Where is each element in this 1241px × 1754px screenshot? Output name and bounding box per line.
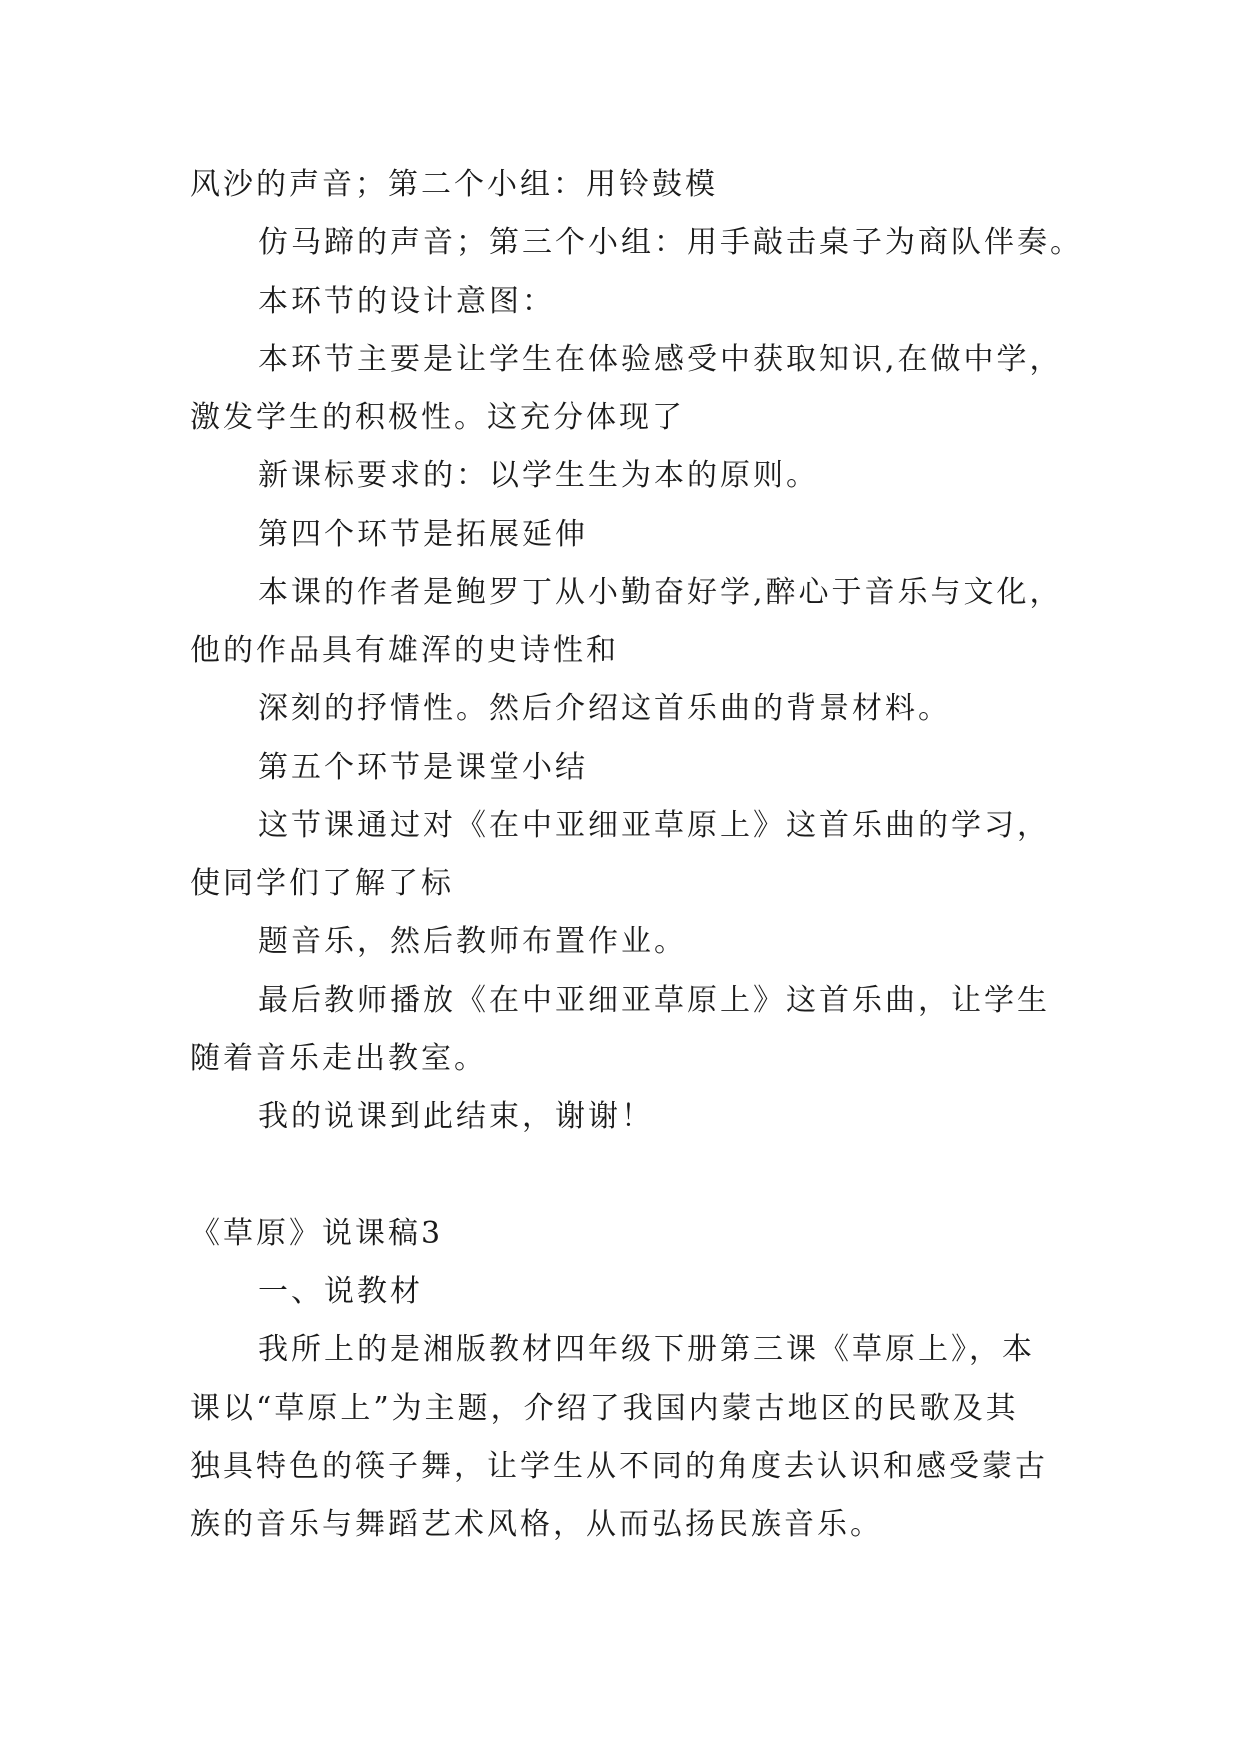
section-heading: 第五个环节是课堂小结 — [258, 750, 588, 785]
text-line: 仿马蹄的声音；第三个小组：用手敲击桌子为商队伴奏。 — [258, 225, 1083, 260]
text-line: 他的作品具有雄浑的史诗性和 — [190, 633, 619, 668]
text-line: 这节课通过对《在中亚细亚草原上》这首乐曲的学习， — [258, 808, 1050, 843]
text-line: 最后教师播放《在中亚细亚草原上》这首乐曲，让学生 — [258, 983, 1050, 1018]
text-line: 独具特色的筷子舞，让学生从不同的角度去认识和感受蒙古 — [190, 1449, 1048, 1484]
text-line: 新课标要求的：以学生生为本的原则。 — [258, 458, 819, 493]
text-line: 使同学们了解了标 — [190, 866, 454, 901]
document-title: 《草原》说课稿3 — [190, 1216, 444, 1251]
section-heading: 一、说教材 — [258, 1274, 423, 1309]
text-line: 随着音乐走出教室。 — [190, 1041, 487, 1076]
text-line: 本环节主要是让学生在体验感受中获取知识,在做中学， — [258, 342, 1063, 377]
text-line: 风沙的声音；第二个小组：用铃鼓模 — [190, 167, 718, 202]
text-line: 题音乐，然后教师布置作业。 — [258, 924, 687, 959]
text-line: 本环节的设计意图： — [258, 284, 555, 319]
text-line: 深刻的抒情性。然后介绍这首乐曲的背景材料。 — [258, 691, 951, 726]
section-heading: 第四个环节是拓展延伸 — [258, 517, 588, 552]
text-line: 族的音乐与舞蹈艺术风格，从而弘扬民族音乐。 — [190, 1507, 883, 1542]
text-line: 本课的作者是鲍罗丁从小勤奋好学,醉心于音乐与文化， — [258, 575, 1063, 610]
text-line: 课以“草原上”为主题，介绍了我国内蒙古地区的民歌及其 — [190, 1391, 1019, 1426]
text-line: 我所上的是湘版教材四年级下册第三课《草原上》，本 — [258, 1332, 1035, 1367]
text-line: 我的说课到此结束，谢谢！ — [258, 1099, 654, 1134]
text-line: 激发学生的积极性。这充分体现了 — [190, 400, 685, 435]
